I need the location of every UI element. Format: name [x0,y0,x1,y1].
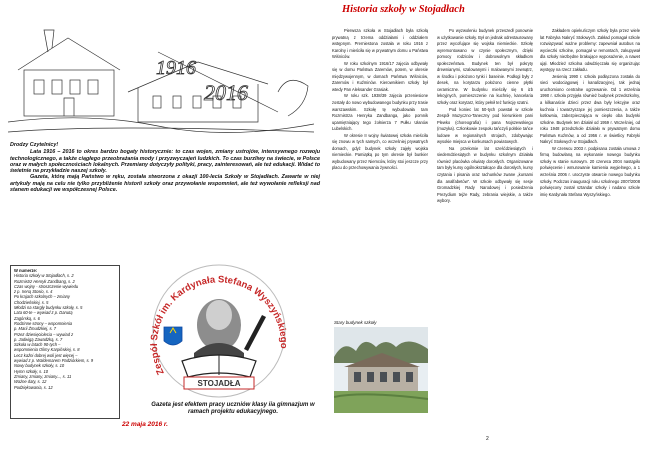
toc-item: Młodzi na stargły budynku szkoły, s. 5 [14,305,83,311]
school-sketch-illustration [8,22,314,140]
logo-ring-text: Zespół Szkół im. Kardynała Stefana Wyszyńskiego [148,274,290,377]
project-caption: Gazeta jest efektem pracy uczniów klasy iia gimnazjum w ramach projektu edukacyjnego. [151,402,315,415]
toc-item: Historia szkoły w Stojadłach, s. 2 [14,273,74,279]
photo-caption: Stary budynek szkoły [334,320,377,325]
paragraph: Po wyzwoleniu budynek przeszedł ponownie w użytkowanie szkoły. Był on jednak odrestaurowany przez wycofujące się wojska niemieckie. Szkołę wyremontowano w czynie społecznym, dzięki pomocy rodziców i dobrowolnym składkom społeczeństwa. Budynek ten był pokryty drewnianymi, szalowanymi i malowanymi zewnątrz, w środku i położono tynki i baseinie. Podłogi były z desek, na korytarzu położono cienne płytki ceramiczne. W budynku mieściły się 6 izb lekcyjnych, pomieszczenie na kuchnię, kancelaria szkoły oraz korytarz, który pełnił też funkcję szatni. [437,28,533,106]
paragraph: Pierwsza szkoła w Stojadłach była szkołą prywatną z trzema oddziałami i oddziałem wstępnym. Prerniestona została w roku 1916 z Karolny i mieściła się w prywatnym domu u Państwa Wiśniców. [332,28,428,60]
paragraph: W roku szkolnym 1916/17 zajęcia odbywały się w domu Państwa Zaremów, potem, w okresie międzywojennym, w domach Państwa Wiśniców, Zaremów i Kuźminów. Kierownikiem szkoły był wtedy Pan Aleksander Grasiak. [332,60,428,92]
editorial-greeting [10,142,320,193]
toc-item: wywiad z p. Waldemarem Padziórkiem, s. 9 [14,358,94,364]
paragraph: Zakładem opiekuńczym szkoły była przez wiele lat Fabryka Nakryć Stołowych. Zakład pomagał szkole rozwiązywać ważne problemy: zapewniał autobus na wycieczki szkolne, pomagał w remontach, zakupywał dla szkoły niezbędne brakujące wyposażenie, a nawet ujął. Młodzież szkolna odwdzięczała się organizując występy na rzecz zakładu. [540,28,640,73]
toc-item: p. Marii Żmudzkiej, s. 7 [14,326,57,332]
school-logo [124,253,314,401]
toc-item: z p. Ireną Stosio, s. 4 [14,289,53,295]
open-book-icon [182,355,256,377]
right-page [326,0,652,459]
greeting-paragraph-1: Lata 1916 – 2016 to okres bardzo bogaty historycznie: to czas wojen, zmiany ustrojów, intensywnego rozwoju technologicznego, a także ciągłego przeobrażania mody i przyzwyczajeń ludzkich. To czas burzliwy na świecie, w Polsce oraz w małych społecznościach lokalnych. Przemiany dotyczyły polityki, pracy, zainteresowań, ale też edukacji. Widać to świetnie na przykładzie naszej szkoły. [10,149,320,175]
article-column-3 [540,28,640,198]
toc-item: Czas wojny - stroszczenie wywiedu [14,283,79,289]
toc-heading: W numerze: [14,268,38,273]
toc-item: Zmiany, zmiany, zmiany..., s. 11 [14,373,72,379]
toc-item: Lata 60-te – wywiad z p. Danutą [14,310,73,316]
toc-item: Nowy budynek szkoły, s. 10 [14,363,65,369]
year-right: 2016 [204,80,248,105]
paragraph: Na przełomie lat sześćdziesiątych i siedemdziesiątych w budynku szkolnym działała również placówka oświaty dorosłych. Organizowane tam były kursy ogólnokształcące dla dorosłych, kursy czytania i pisania oraz rachunków zwane „kursami dla analfabetów”. W szkole odbywały się sesje Gromadzkiej Rady Narodowej i posiedzenia Prezydium tejże Rady, zebrania wiejskie, a także wybory. [437,145,534,204]
toc-item: Podziękowania, s. 12 [14,384,53,390]
toc-item: Hymn szkoły, s. 10 [14,368,49,374]
toc-item: Ważne daty, s. 12 [14,379,47,385]
paragraph: W czerwcu 2003 r. podpisana została umowa z firmą budowlaną na wykonanie nowego budynku szkoły w stanie surowym. 20 czerwca 2004 nastąpiło poświęcenie i wmurowanie kamienia węgielnego, a 1 września 2006 r. uroczyste otwarcie nowego budynku szkoły. Podczas inauguracji roku szkolnego 2007/2008 poświęcony został sztandar szkoły i nadano szkole imię Kardynała Stefana Wyszyńskiego. [540,145,640,197]
toc-item: p. Jadwigą Zawadzką, s. 7 [14,336,63,342]
toc-item: Szkoła w latach 90-tych – [14,342,61,348]
toc-item: Lecz kaźni dobrej woli jest więcej – [14,352,78,358]
old-school-building-photo [334,327,428,413]
toc-item: Przez dziesięciolecia – wywiad z [14,331,74,337]
coat-of-arms-icon [164,327,182,345]
logo-place-name: STOJADŁA [197,379,241,388]
toc-item: Rozmistrz Henryk Zandbang, s. 2 [14,278,75,284]
year-left: 1916 [156,57,196,79]
paragraph: Jesienią 1990 r. szkoła podłączona została do sieci wodociągowej i kanalizacyjnej, tak jednaj uruchomiono centralne ogrzewanie. Od 1 września 1990 r. szkoła przyjęła również budynek przedszkolny, a kilkanaście dzieci przez dwa były lekcyjne oraz kuchnia i towarzyszące jej pomieszczenia, a także kotłownia, zabezpieczająca w ciepło oba budynki szkolne. Budynek ten działał od 1959 r. Wcześniej, od roku 1948 przedszkole działało w prywatnym domu Państwa Kuźmów, a od 1956 r. w świetlicy Fabryki Nakryć Stołowych w Stojadłach. [540,73,640,145]
toc-item: Chodzieńskiej, s. 5 [14,299,49,305]
table-of-contents [10,265,120,419]
greeting-paragraph-2: Gazeta, którą mają Państwo w ręku, została stworzona z okazji 100-lecia Szkoły w Stojadłach. Zawarte w niej artykuły mają na celu nie tylko przybliżenie historii szkoły oraz przywołanie wspomnień, ale też wywołanie refleksji nad stanem edukacji we współczesnej Polsce. [10,174,320,194]
article-column-2 [437,28,533,205]
article-column-1 [332,28,428,172]
issue-date: 22 maja 2016 r. [122,421,168,428]
paragraph: W roku szk. 1938/39 zajęcia przeniesione zostały do nowo wybudowanego budynku przy trasie warszawskim. Szkołę tę wybudowała tam Rozmistrza Henryka Zandbanga, jako pomnik upamiętniający tego żołnierza 7 Pułku Ułanów Lubelskich. [332,93,428,132]
toc-item: Zagórską, s. 6 [14,315,40,321]
toc-item: wspomnienia Olimy Karpińskiej, s. 8 [14,347,80,353]
article-title: Historia szkoły w Stojadłach [342,4,465,15]
greeting-title: Drodzy Czytelnicy! [10,142,59,148]
page-number: 2 [486,436,489,442]
paragraph: Pod koniec lat 50-tych powstał w szkole Zespół Muzyczno-Taneczny pod kierunkiem pani Plewko (choreografia) i pana Nojszewskiego (muzyka). Członkowie zespołu tańczyli polskie tańce ludowe w regionalnych strojach, zdobywając wysokie miejsca w konkursach powiatowych. [437,106,533,145]
toc-item: Rodzinne strony – wspomnienia [14,320,73,326]
paragraph: W okresie II wojny światowej szkoła mieściła się znowu w tych samych, co wcześniej prywatnych domach, gdyż budynek szkoły zajęły wojska niemieckie. Pamiątką po tym okresie był bunkier wybudowany przez Niemców, który stoi jeszcze przy placu do przechowywania żywności. [332,132,428,171]
toc-item: Po krajach szkolnych – zmiany [14,294,70,300]
